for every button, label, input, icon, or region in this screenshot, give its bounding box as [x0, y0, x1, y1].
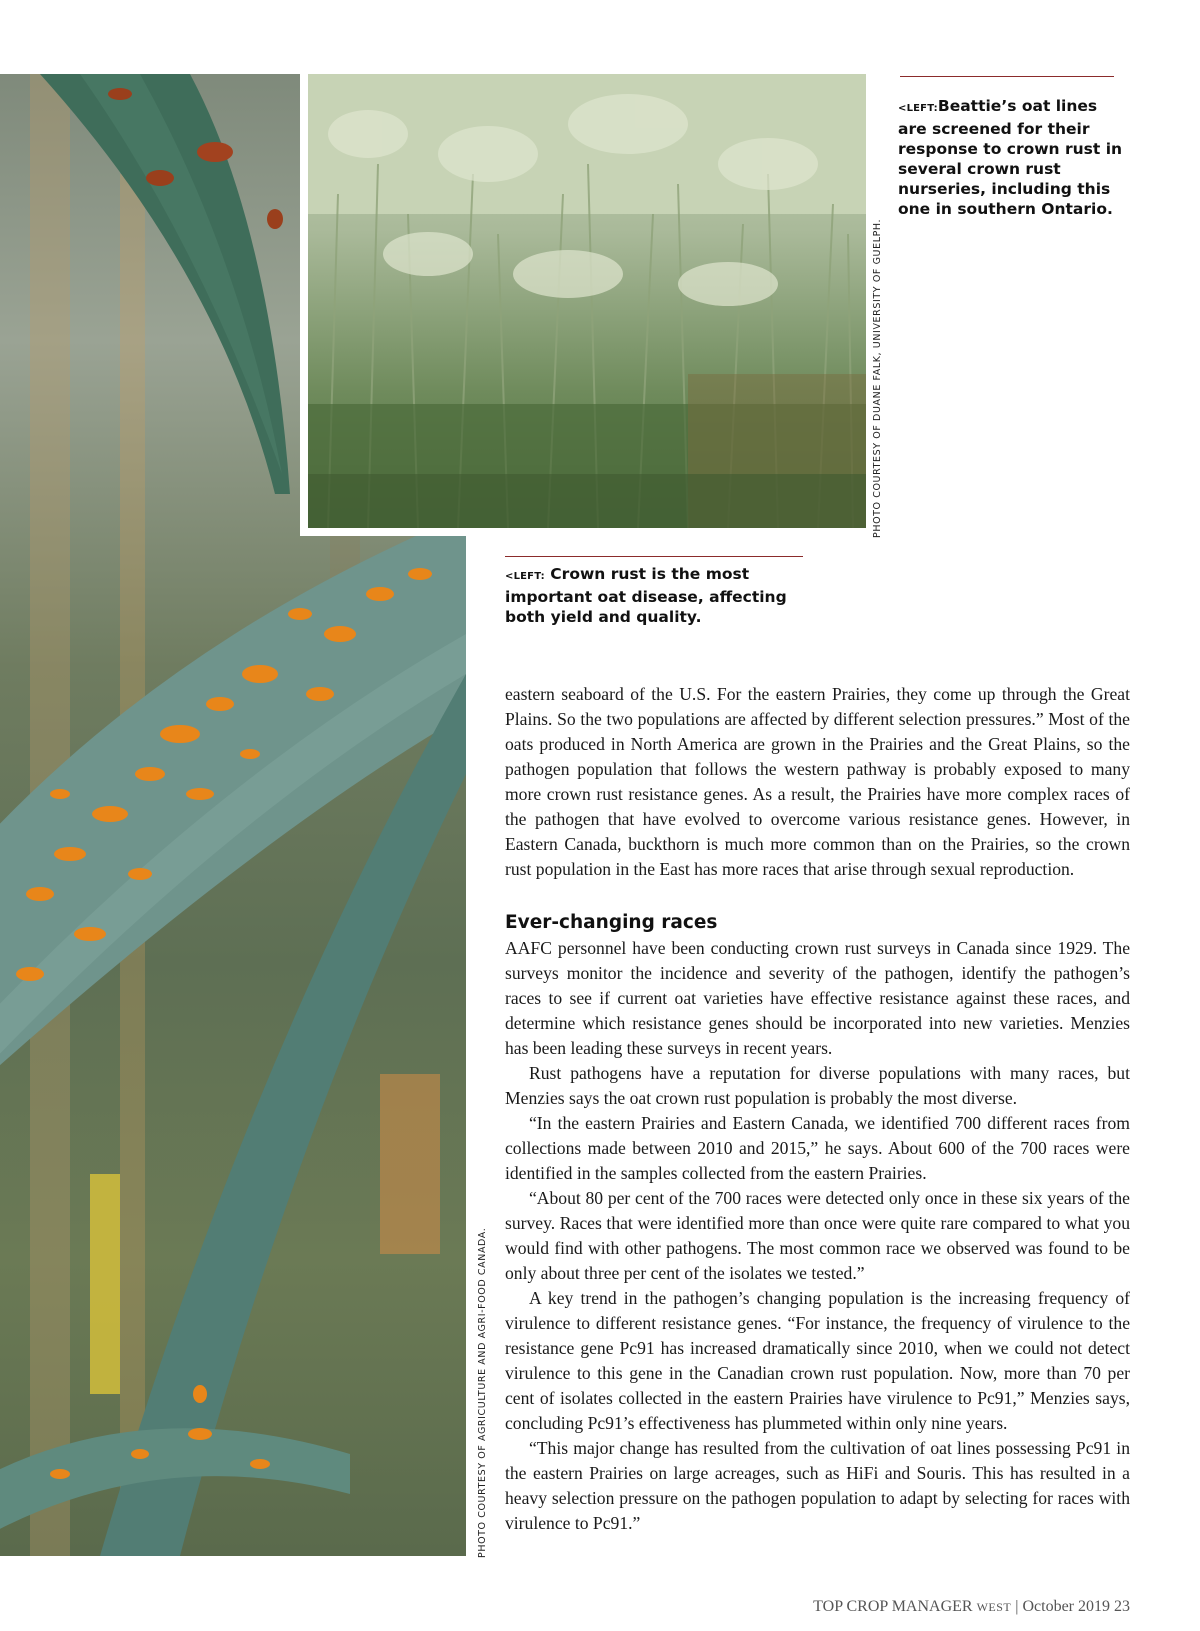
paragraph: Rust pathogens have a reputation for diverse populations with many races, but Menzies says the oat crown rust population is probably the most diverse.	[505, 1063, 1130, 1108]
page-footer	[813, 1598, 1130, 1616]
paragraph: “About 80 per cent of the 700 races were detected only once in these six years of the survey. Races that were identified more than once were quite rare compared to what you would find with other pathogens. The most common race we observed was found to be only about three per cent of the isolates we tested.”	[505, 1188, 1130, 1283]
article-body	[505, 682, 1130, 1536]
oat-nursery-caption	[898, 96, 1130, 219]
paragraph: eastern seaboard of the U.S. For the eastern Prairies, they come up through the Great Plains. So the two populations are affected by different selection pressures.” Most of the oats produced in North America are grown in the Prairies and the Great Plains, so the pathogen population that follows the western pathway is probably exposed to many more crown rust resistance genes. As a result, the Prairies have more complex races of the pathogen that have evolved to overcome various resistance genes. However, in Eastern Canada, buckthorn is much more common than on the Prairies, so the crown rust population in the East has more races that arise through sexual reproduction.	[505, 684, 1130, 879]
paragraph: “In the eastern Prairies and Eastern Canada, we identified 700 different races from collections made between 2010 and 2015,” he says. About 600 of the 700 races were identified in the samples collected from the eastern Prairies.	[505, 1113, 1130, 1183]
magazine-edition: WEST	[976, 1600, 1012, 1614]
magazine-name: TOP CROP MANAGER	[813, 1598, 973, 1615]
oat-photo-credit: PHOTO COURTESY OF DUANE FALK, UNIVERSITY OF GUELPH.	[872, 218, 883, 538]
caption-tag: <LEFT:	[898, 103, 938, 114]
paragraph: A key trend in the pathogen’s changing population is the increasing frequency of virulence to different resistance genes. “For instance, the frequency of virulence to the resistance gene Pc91 has increased dramatically since 2010, when we could not detect virulence to this gene in the Canadian crown rust population. Now, more than 70 per cent of isolates collected in the eastern Prairies have virulence to Pc91,” Menzies says, concluding Pc91’s effectiveness has plummeted within only nine years.	[505, 1288, 1130, 1433]
section-heading: Ever-changing races	[505, 912, 718, 933]
page-number: 23	[1114, 1598, 1130, 1615]
caption-rule	[900, 76, 1114, 77]
footer-separator: |	[1015, 1598, 1019, 1615]
crown-rust-caption	[505, 564, 825, 627]
leaf-photo-credit: PHOTO COURTESY OF AGRICULTURE AND AGRI-FOOD CANADA.	[477, 1227, 488, 1558]
caption-text: Crown rust is the most important oat disease, affecting both yield and quality.	[505, 565, 787, 626]
paragraph: “This major change has resulted from the cultivation of oat lines possessing Pc91 in the eastern Prairies on large acreages, such as HiFi and Souris. This has resulted in a heavy selection pressure on the pathogen population to adapt by selecting for races with virulence to Pc91.”	[505, 1438, 1130, 1533]
caption-tag: <LEFT:	[505, 571, 545, 582]
caption-rule	[505, 556, 803, 557]
caption-text: Beattie’s oat lines are screened for their response to crown rust in several crown rust nurseries, including this one in southern Ontario.	[898, 97, 1123, 218]
oat-nursery-photo	[300, 74, 866, 536]
issue-date: October 2019	[1022, 1598, 1110, 1615]
paragraph: AAFC personnel have been conducting crown rust surveys in Canada since 1929. The surveys monitor the incidence and severity of the pathogen, identify the pathogen’s races to see if current oat varieties have effective resistance against these races, and determine which resistance genes should be incorporated into new varieties. Menzies has been leading these surveys in recent years.	[505, 938, 1130, 1058]
